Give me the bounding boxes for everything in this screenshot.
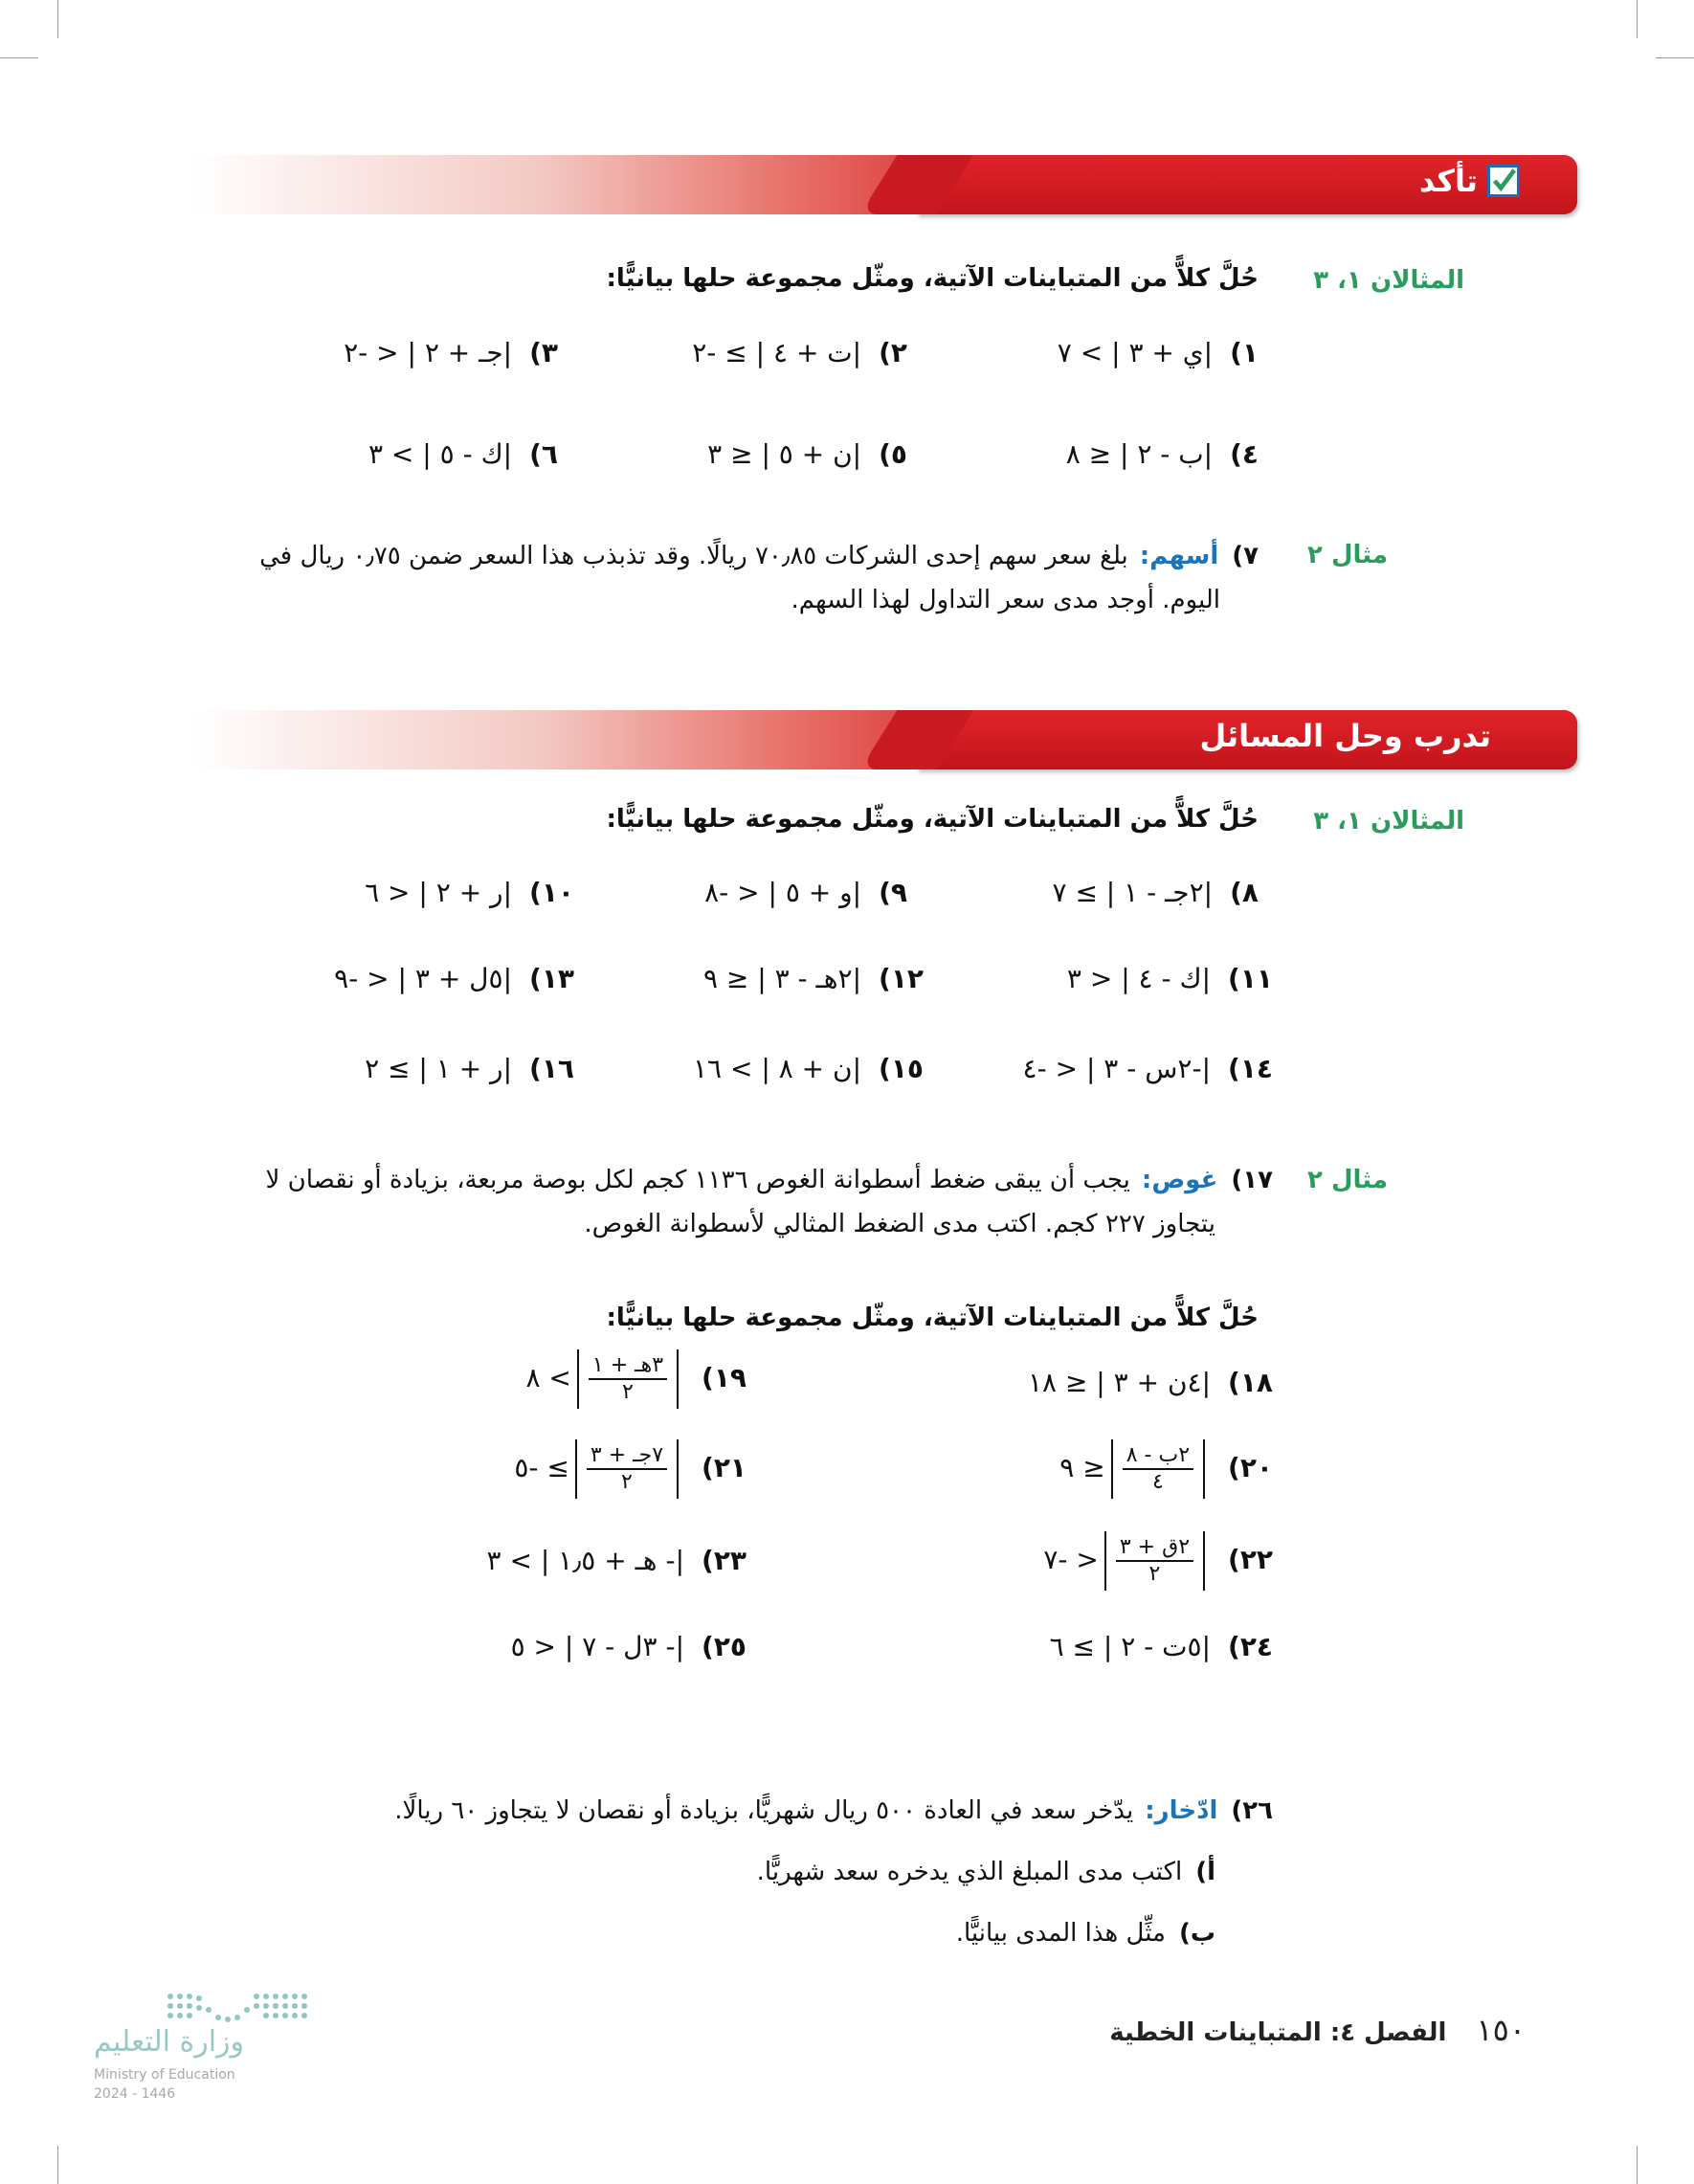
instruction: حُلَّ كلاًّ من المتباينات الآتية، ومثّل مجموعة حلها بيانيًّا: [606,1304,1259,1332]
instruction: حُلَّ كلاًّ من المتباينات الآتية، ومثّل مجموعة حلها بيانيًّا: [606,264,1259,293]
crop-mark [0,57,38,58]
exercise: ٢٢) $\frac{\text{٢ق + ٣}}{٢}$ < -٧ [1043,1531,1273,1591]
exercise: ١٥)|ن + ٨ | > ١٦ [693,1053,924,1084]
exercise: ٢١) $\frac{\text{٧جـ + ٣}}{٢}$ ≥ -٥ [514,1439,747,1499]
crop-mark [1656,57,1694,58]
page-number: ١٥٠ [1476,2012,1526,2048]
chapter-label: الفصل ٤: [1329,2018,1447,2047]
section-banner-check [191,155,1577,214]
crop-mark [57,0,58,38]
crop-mark [1637,0,1638,38]
exercise: ١٢)|٢هـ - ٣ | ≤ ٩ [702,963,924,994]
exercise: ٥)|ن + ٥ | ≤ ٣ [707,438,907,470]
exercise: ٢٠) $\frac{\text{٢ب - ٨}}{٤}$ ≤ ٩ [1059,1439,1273,1499]
ministry-logo: وزارة التعليم Ministry of Education 2024 - 1446 [94,1991,323,2125]
exercise: ٢٣)|- هـ + ١٫٥ | > ٣ [486,1545,747,1576]
section-banner-practice [191,710,1577,769]
exercise: ٨)|٢جـ - ١ | ≥ ٧ [1052,877,1259,908]
example-label: مثال ٢ [1307,541,1388,569]
exercise: ١٤)|-٢س - ٣ | < -٤ [1022,1053,1273,1084]
exercise: ١)|ي + ٣ | > ٧ [1057,337,1259,368]
exercise: ٢)|ت + ٤ | ≥ -٢ [692,337,907,368]
crop-mark [57,2146,58,2184]
instruction: حُلَّ كلاًّ من المتباينات الآتية، ومثّل مجموعة حلها بيانيًّا: [606,805,1259,834]
exercise: ٣)|جـ + ٢ | < -٢ [344,337,558,368]
problem-17: ١٧)غوص:يجب أن يبقى ضغط أسطوانة الغوص ١١٣٦ كجم لكل بوصة مربعة، بزيادة أو نقصان لا يتجاوز ٢٢٧ كجم. اكتب مدى الضغط المثالي لأسطوانة الغوص. [265,1166,1273,1238]
exercise: ١٦)|ر + ١ | ≥ ٢ [365,1053,574,1084]
exercise: ١٣)|٥ل + ٣ | < -٩ [334,963,574,994]
exercise: ١٠)|ر + ٢ | < ٦ [365,877,574,908]
page-footer [1109,2012,1526,2048]
section-title: تدرب وحل المسائل [1199,718,1491,754]
logo-dots-icon [94,1991,323,2029]
problem-26: ٢٦)ادّخار:يدّخر سعد في العادة ٥٠٠ ريال شهريًّا، بزيادة أو نقصان لا يتجاوز ٦٠ ريالًا. أ)اكتب مدى المبلغ الذي يدخره سعد شهريًّا. ب)مثِّل هذا المدى بيانيًّا. [394,1796,1273,1948]
example-label: مثال ٢ [1307,1166,1388,1194]
checkmark-icon [1487,165,1520,197]
chapter-title: المتباينات الخطية [1109,2018,1322,2047]
exercise: ٩)|و + ٥ | < -٨ [704,877,907,908]
exercise: ١٩) $\frac{\text{٣هـ + ١}}{٢}$ > ٨ [525,1349,747,1409]
exercise: ١٨)|٤ن + ٣ | ≤ ١٨ [1027,1367,1273,1398]
examples-label: المثالان ١، ٣ [1313,807,1464,836]
problem-7: ٧)أسهم:بلغ سعر سهم إحدى الشركات ٧٠٫٨٥ ريالًا. وقد تذبذب هذا السعر ضمن ٠٫٧٥ ريال في اليوم. أوجد مدى سعر التداول لهذا السهم. [259,542,1259,614]
exercise: ٦)|ك - ٥ | > ٣ [368,438,558,470]
crop-mark [1637,2146,1638,2184]
examples-label: المثالان ١، ٣ [1313,266,1464,295]
section-title: تأكد [1418,163,1478,199]
exercise: ٢٥)|- ٣ل - ٧ | < ٥ [510,1631,747,1662]
exercise: ٢٤)|٥ت - ٢ | ≥ ٦ [1049,1631,1273,1662]
exercise: ٤)|ب - ٢ | ≤ ٨ [1065,438,1259,470]
exercise: ١١)|ك - ٤ | < ٣ [1066,963,1273,994]
